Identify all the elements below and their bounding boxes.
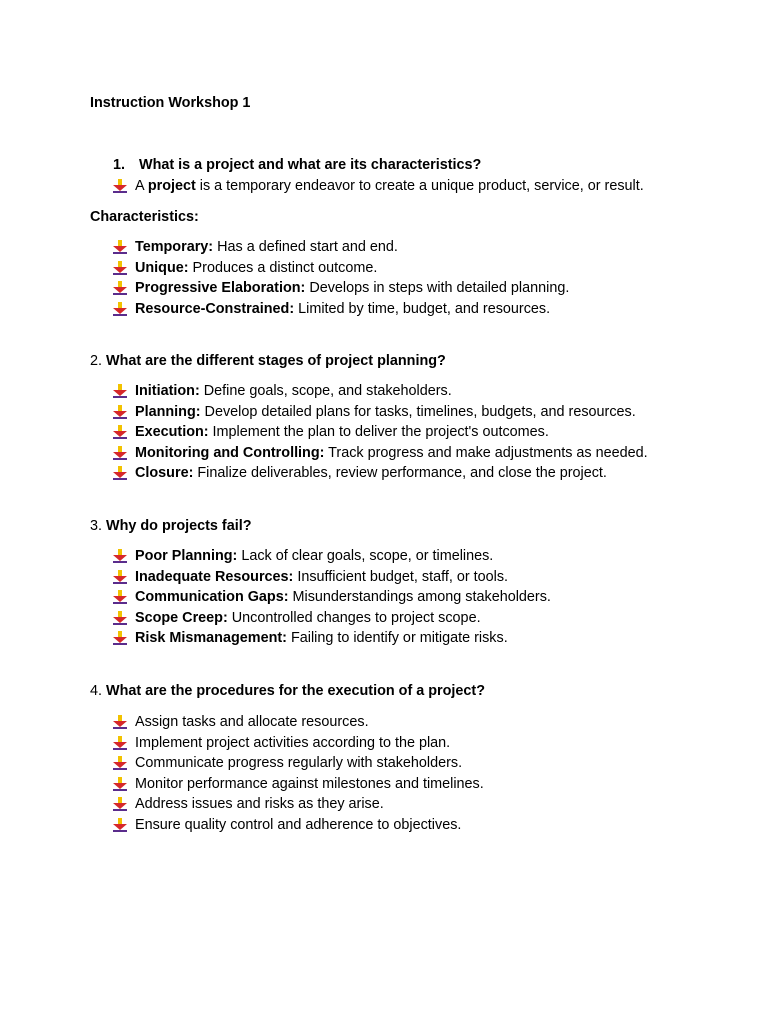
question-1-number: 1. [113,157,126,173]
list-item-description: Finalize deliverables, review performance, and close the project. [193,465,607,482]
question-4-number: 4. [90,683,106,699]
list-item-text: Address issues and risks as they arise. [135,796,384,813]
down-arrow-bullet-icon [113,777,127,791]
list-item-term: Temporary: [135,239,214,255]
question-1 [113,156,481,174]
list-item-term: Unique: [135,259,189,276]
list-item-description: Misunderstandings among stakeholders. [288,589,551,606]
list-item-text: Communicate progress regularly with stakeholders. [135,755,463,772]
down-arrow-bullet-icon [113,715,127,729]
list-item-description: Define goals, scope, and stakeholders. [199,383,452,399]
list-item-description: Lack of clear goals, scope, or timelines. [237,548,494,564]
down-arrow-bullet-icon [113,446,127,460]
question-1-text: What is a project and what are its characteristics? [139,157,482,173]
list-item-text: Ensure quality control and adherence to objectives. [135,817,462,833]
list-item-term: Scope Creep: [135,609,228,626]
question-2 [90,352,446,370]
list-item-term: Communication Gaps: [135,589,289,606]
definition-prefix: A [135,178,148,194]
list-item-term: Progressive Elaboration: [135,280,306,297]
question-3-number: 3. [90,518,106,534]
down-arrow-bullet-icon [113,261,127,275]
down-arrow-bullet-icon [113,281,127,295]
list-item-term: Risk Mismanagement: [135,630,287,647]
list-item-text: Monitor performance against milestones and timelines. [135,775,484,792]
list-item-term: Poor Planning: [135,548,238,564]
definition-term: project [147,178,196,194]
list-item-description: Develop detailed plans for tasks, timelines, budgets, and resources. [200,403,636,420]
list-item-term: Closure: [135,465,194,482]
down-arrow-bullet-icon [113,549,127,563]
down-arrow-bullet-icon [113,631,127,645]
down-arrow-bullet-icon [113,384,127,398]
down-arrow-bullet-icon [113,302,127,316]
list-item-description: Implement the plan to deliver the project's outcomes. [208,424,549,441]
down-arrow-bullet-icon [113,570,127,584]
list-item-description: Insufficient budget, staff, or tools. [293,568,509,585]
down-arrow-bullet-icon [113,405,127,419]
down-arrow-bullet-icon [113,240,127,254]
down-arrow-bullet-icon [113,590,127,604]
list-item-text: Implement project activities according to the plan. [135,734,451,751]
list-item-term: Planning: [135,403,201,420]
list-item-text: Assign tasks and allocate resources. [135,714,369,730]
down-arrow-bullet-icon [113,818,127,832]
question-4 [90,682,485,700]
down-arrow-bullet-icon [113,466,127,480]
question-2-number: 2. [90,353,106,369]
list-item-description: Develops in steps with detailed planning. [305,280,570,297]
list-item-description: Limited by time, budget, and resources. [294,300,551,317]
characteristics-heading: Characteristics: [90,209,199,225]
definition-text: is a temporary endeavor to create a unique product, service, or result. [195,178,644,194]
down-arrow-bullet-icon [113,179,127,193]
list-item-description: Track progress and make adjustments as needed. [324,444,648,461]
list-item-term: Execution: [135,424,209,441]
down-arrow-bullet-icon [113,736,127,750]
list-item-term: Initiation: [135,383,200,399]
down-arrow-bullet-icon [113,425,127,439]
list-item-term: Monitoring and Controlling: [135,444,325,461]
list-item-description: Failing to identify or mitigate risks. [286,630,508,647]
list-item-description: Uncontrolled changes to project scope. [227,609,481,626]
question-3 [90,517,252,535]
down-arrow-bullet-icon [113,756,127,770]
list-item-term: Resource-Constrained: [135,300,295,317]
list-item-description: Produces a distinct outcome. [188,259,378,276]
list-item-term: Inadequate Resources: [135,568,294,585]
question-2-text: What are the different stages of project planning? [106,353,446,369]
down-arrow-bullet-icon [113,611,127,625]
question-4-text: What are the procedures for the execution of a project? [106,683,486,699]
down-arrow-bullet-icon [113,797,127,811]
list-item-description: Has a defined start and end. [213,239,398,255]
question-3-text: Why do projects fail? [106,518,252,534]
document-title: Instruction Workshop 1 [90,95,251,111]
